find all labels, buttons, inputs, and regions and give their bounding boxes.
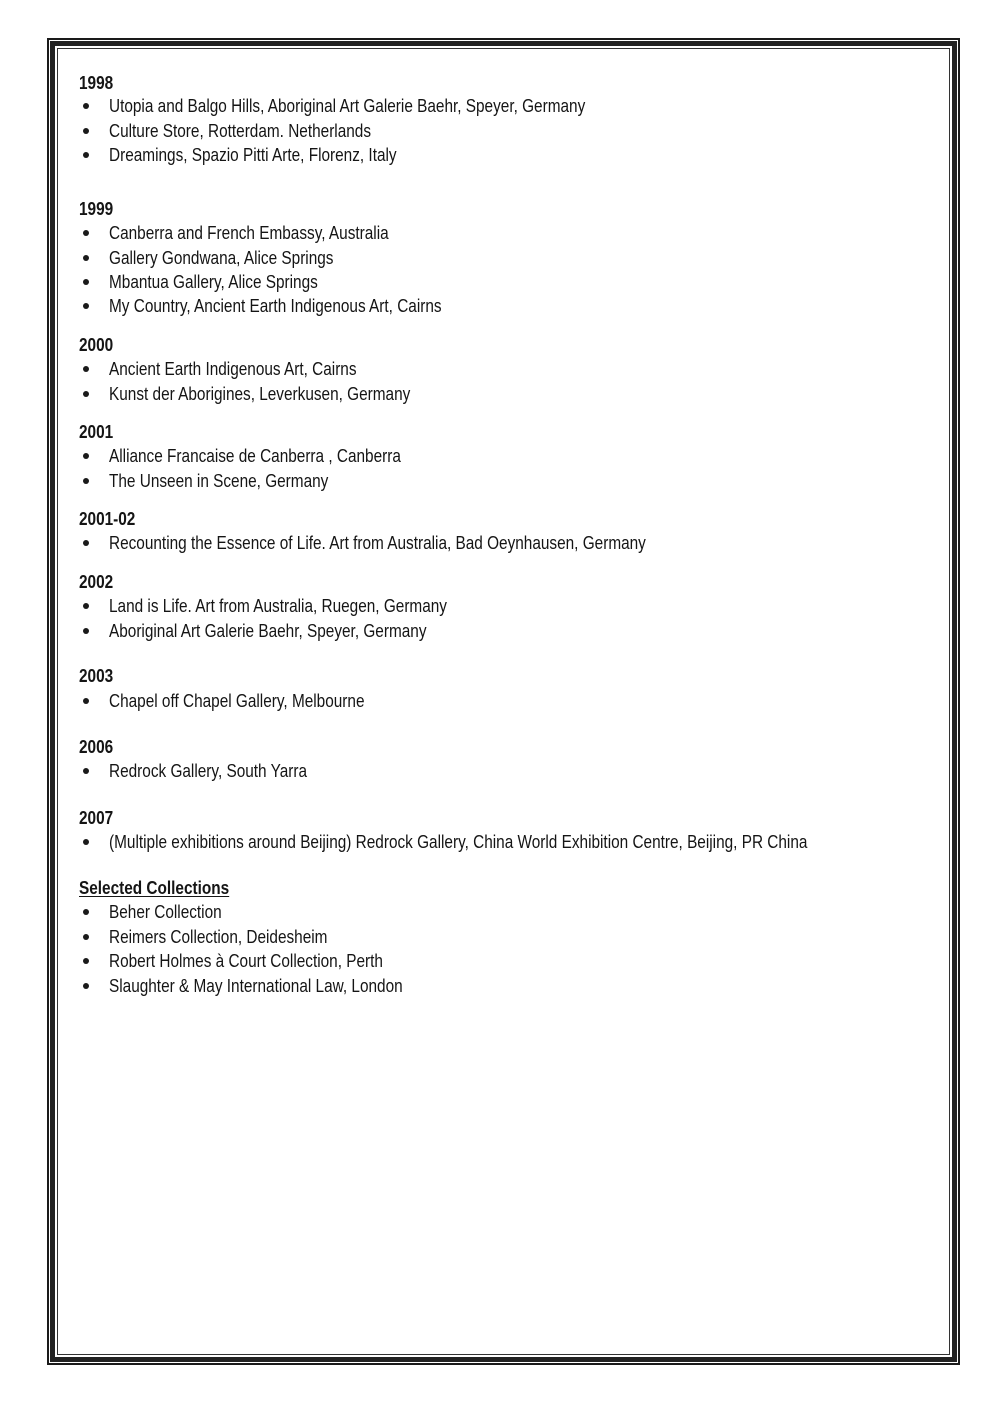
list-item: My Country, Ancient Earth Indigenous Art, Cairns xyxy=(109,295,442,316)
bullet-icon xyxy=(83,391,89,397)
list-item: Aboriginal Art Galerie Baehr, Speyer, Germany xyxy=(109,620,427,641)
list-item: Robert Holmes à Court Collection, Perth xyxy=(109,950,383,971)
bullet-icon xyxy=(83,983,89,989)
list-item: Recounting the Essence of Life. Art from Australia, Bad Oeynhausen, Germany xyxy=(109,532,646,553)
list-item: Land is Life. Art from Australia, Ruegen, Germany xyxy=(109,595,447,616)
section-heading: 2001 xyxy=(79,421,114,442)
list-item: Kunst der Aborigines, Leverkusen, Germany xyxy=(109,383,411,404)
list-item: Dreamings, Spazio Pitti Arte, Florenz, Italy xyxy=(109,144,397,165)
list-item: Chapel off Chapel Gallery, Melbourne xyxy=(109,690,365,711)
bullet-icon xyxy=(83,628,89,634)
bullet-icon xyxy=(83,279,89,285)
bullet-icon xyxy=(83,478,89,484)
section-heading: 2007 xyxy=(79,807,114,828)
bullet-icon xyxy=(83,303,89,309)
list-item: Beher Collection xyxy=(109,901,222,922)
list-item: Ancient Earth Indigenous Art, Cairns xyxy=(109,358,357,379)
bullet-icon xyxy=(83,698,89,704)
bullet-icon xyxy=(83,958,89,964)
bullet-icon xyxy=(83,152,89,158)
collections-heading: Selected Collections xyxy=(79,877,230,898)
bullet-icon xyxy=(83,255,89,261)
bullet-icon xyxy=(83,603,89,609)
bullet-icon xyxy=(83,103,89,109)
bullet-icon xyxy=(83,540,89,546)
list-item: Alliance Francaise de Canberra , Canberra xyxy=(109,445,401,466)
list-item: Redrock Gallery, South Yarra xyxy=(109,760,308,781)
section-heading: 2006 xyxy=(79,736,114,757)
list-item: Gallery Gondwana, Alice Springs xyxy=(109,247,334,268)
bullet-icon xyxy=(83,453,89,459)
bullet-icon xyxy=(83,839,89,845)
list-item: The Unseen in Scene, Germany xyxy=(109,470,329,491)
section-heading: 2002 xyxy=(79,571,114,592)
list-item: Mbantua Gallery, Alice Springs xyxy=(109,271,318,292)
section-heading: 2003 xyxy=(79,665,114,686)
bullet-icon xyxy=(83,128,89,134)
bullet-icon xyxy=(83,909,89,915)
bullet-icon xyxy=(83,230,89,236)
section-heading: 1998 xyxy=(79,72,114,93)
list-item: Reimers Collection, Deidesheim xyxy=(109,926,328,947)
list-item: (Multiple exhibitions around Beijing) Redrock Gallery, China World Exhibition Centre, Beijing, PR China xyxy=(109,831,808,852)
list-item: Utopia and Balgo Hills, Aboriginal Art Galerie Baehr, Speyer, Germany xyxy=(109,95,586,116)
bullet-icon xyxy=(83,768,89,774)
section-heading: 2001-02 xyxy=(79,508,136,529)
section-heading: 1999 xyxy=(79,198,114,219)
list-item: Canberra and French Embassy, Australia xyxy=(109,222,389,243)
section-heading: 2000 xyxy=(79,334,114,355)
bullet-icon xyxy=(83,366,89,372)
list-item: Culture Store, Rotterdam. Netherlands xyxy=(109,120,372,141)
bullet-icon xyxy=(83,934,89,940)
list-item: Slaughter & May International Law, London xyxy=(109,975,403,996)
